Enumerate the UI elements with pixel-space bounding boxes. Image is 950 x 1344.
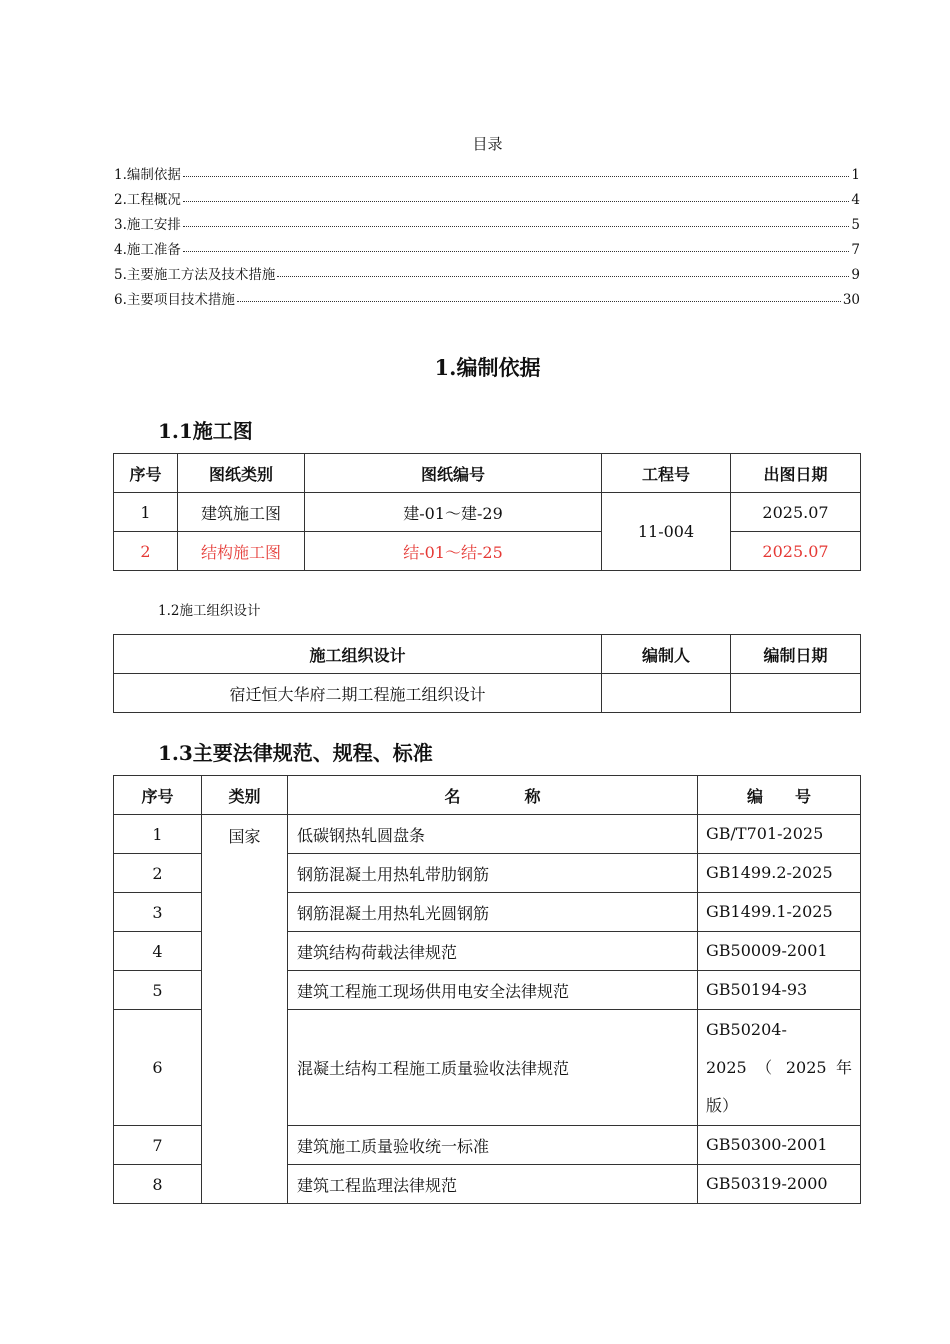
header-cell: 类别 bbox=[202, 776, 288, 815]
cell-name: 建筑结构荷载法律规范 bbox=[288, 932, 698, 971]
toc-item[interactable] bbox=[114, 233, 860, 258]
cell-code: GB50300-2001 bbox=[698, 1126, 861, 1165]
standards-table bbox=[113, 775, 861, 1204]
cell-name: 钢筋混凝土用热轧光圆钢筋 bbox=[288, 893, 698, 932]
table-row bbox=[114, 493, 861, 532]
header-cell: 名 称 bbox=[288, 776, 698, 815]
code-line: 版） bbox=[706, 1095, 739, 1115]
cell-name: 低碳钢热轧圆盘条 bbox=[288, 815, 698, 854]
cell-name: 钢筋混凝土用热轧带肋钢筋 bbox=[288, 854, 698, 893]
toc-item[interactable] bbox=[114, 258, 860, 283]
toc-item-label: 1.编制依据 bbox=[114, 167, 181, 183]
cell-code: GB50319-2000 bbox=[698, 1165, 861, 1204]
cell-type: 结构施工图 bbox=[178, 532, 305, 571]
cell-no: 1 bbox=[114, 815, 202, 854]
toc-item[interactable] bbox=[114, 158, 860, 183]
cell-date bbox=[731, 674, 861, 713]
toc-item-label: 2.工程概况 bbox=[114, 192, 181, 208]
cell-author bbox=[602, 674, 731, 713]
cell-code: 结-01～结-25 bbox=[305, 532, 602, 571]
toc-leader bbox=[183, 201, 850, 202]
toc-item[interactable] bbox=[114, 283, 860, 308]
cell-no: 8 bbox=[114, 1165, 202, 1204]
cell-no: 4 bbox=[114, 932, 202, 971]
header-cell: 编制人 bbox=[602, 635, 731, 674]
cell-no: 2 bbox=[114, 854, 202, 893]
cell-no: 6 bbox=[114, 1010, 202, 1126]
toc-title: 目录 bbox=[472, 135, 503, 153]
cell-no: 1 bbox=[114, 493, 178, 532]
code-line: GB50204- bbox=[706, 1019, 787, 1039]
header-cell: 序号 bbox=[114, 776, 202, 815]
cell-category: 国家 bbox=[202, 815, 288, 1204]
cell-no: 7 bbox=[114, 1126, 202, 1165]
toc-leader bbox=[183, 251, 850, 252]
cell-code bbox=[698, 1010, 861, 1126]
table-row bbox=[114, 815, 861, 854]
toc-item-page: 30 bbox=[842, 292, 860, 308]
subsection-title-org: 1.2施工组织设计 bbox=[158, 603, 261, 619]
header-cell: 出图日期 bbox=[731, 454, 861, 493]
header-cell: 序号 bbox=[114, 454, 178, 493]
cell-code: GB50194-93 bbox=[698, 971, 861, 1010]
subsection-title-standards: 1.3主要法律规范、规程、标准 bbox=[158, 741, 433, 765]
toc-leader bbox=[277, 276, 849, 277]
cell-code: GB50009-2001 bbox=[698, 932, 861, 971]
toc-item-page: 5 bbox=[851, 217, 860, 233]
cell-name: 混凝土结构工程施工质量验收法律规范 bbox=[288, 1010, 698, 1126]
cell-name: 建筑工程监理法律规范 bbox=[288, 1165, 698, 1204]
table-header-row bbox=[114, 454, 861, 493]
drawings-table bbox=[113, 453, 861, 571]
cell-date: 2025.07 bbox=[731, 493, 861, 532]
org-design-table bbox=[113, 634, 861, 713]
cell-name: 建筑施工质量验收统一标准 bbox=[288, 1126, 698, 1165]
cell-design-name: 宿迁恒大华府二期工程施工组织设计 bbox=[114, 674, 602, 713]
toc-leader bbox=[183, 226, 850, 227]
table-header-row bbox=[114, 635, 861, 674]
cell-code: GB1499.2-2025 bbox=[698, 854, 861, 893]
toc-item-label: 4.施工准备 bbox=[114, 242, 181, 258]
cell-name: 建筑工程施工现场供用电安全法律规范 bbox=[288, 971, 698, 1010]
header-cell: 编 号 bbox=[698, 776, 861, 815]
table-row bbox=[114, 532, 861, 571]
header-cell: 图纸编号 bbox=[305, 454, 602, 493]
header-cell: 编制日期 bbox=[731, 635, 861, 674]
toc-item-label: 6.主要项目技术措施 bbox=[114, 292, 235, 308]
cell-code: GB/T701-2025 bbox=[698, 815, 861, 854]
table-header-row bbox=[114, 776, 861, 815]
cell-no: 3 bbox=[114, 893, 202, 932]
toc-item[interactable] bbox=[114, 183, 860, 208]
header-cell: 工程号 bbox=[602, 454, 731, 493]
cell-date: 2025.07 bbox=[731, 532, 861, 571]
cell-no: 5 bbox=[114, 971, 202, 1010]
toc-item-label: 5.主要施工方法及技术措施 bbox=[114, 267, 276, 283]
subsection-title-drawings: 1.1施工图 bbox=[158, 419, 253, 443]
code-line: 2025 （ 2025 年 bbox=[706, 1057, 852, 1077]
cell-type: 建筑施工图 bbox=[178, 493, 305, 532]
toc-item-page: 7 bbox=[851, 242, 860, 258]
toc-item-label: 3.施工安排 bbox=[114, 217, 181, 233]
cell-project-no: 11-004 bbox=[602, 493, 731, 571]
toc-leader bbox=[237, 301, 841, 302]
toc-item-page: 9 bbox=[851, 267, 860, 283]
toc-leader bbox=[183, 176, 850, 177]
toc-item-page: 4 bbox=[851, 192, 860, 208]
table-of-contents bbox=[114, 158, 860, 308]
cell-no: 2 bbox=[114, 532, 178, 571]
table-row bbox=[114, 674, 861, 713]
cell-code: 建-01～建-29 bbox=[305, 493, 602, 532]
header-cell: 图纸类别 bbox=[178, 454, 305, 493]
toc-item[interactable] bbox=[114, 208, 860, 233]
toc-item-page: 1 bbox=[851, 167, 860, 183]
section-title: 1.编制依据 bbox=[434, 355, 541, 380]
header-cell: 施工组织设计 bbox=[114, 635, 602, 674]
cell-code: GB1499.1-2025 bbox=[698, 893, 861, 932]
